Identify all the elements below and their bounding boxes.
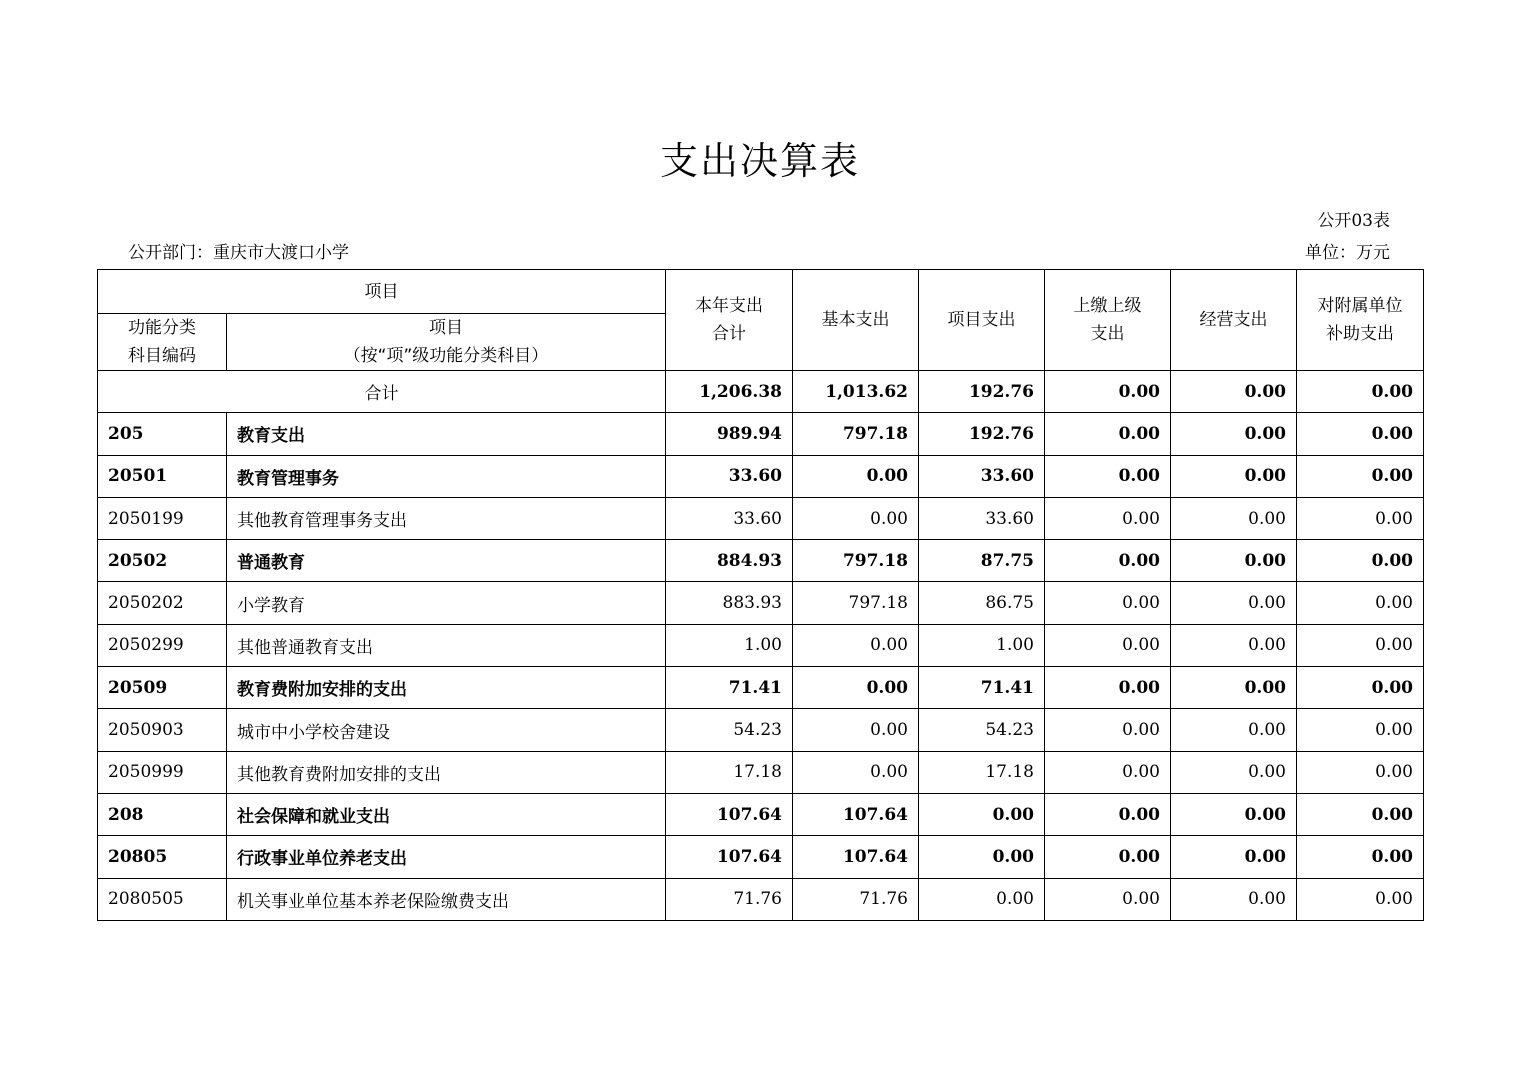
header-operating: 经营支出 — [1171, 270, 1297, 371]
cell-value: 0.00 — [919, 836, 1045, 878]
cell-value: 797.18 — [793, 540, 919, 582]
cell-value: 0.00 — [1045, 751, 1171, 793]
cell-value: 797.18 — [793, 413, 919, 455]
cell-value: 107.64 — [793, 793, 919, 835]
total-row — [98, 371, 1424, 413]
cell-value: 192.76 — [919, 371, 1045, 413]
cell-value: 0.00 — [1171, 624, 1297, 666]
cell-value: 107.64 — [793, 836, 919, 878]
cell-name: 教育管理事务 — [227, 455, 666, 497]
cell-value: 0.00 — [1171, 371, 1297, 413]
total-label: 合计 — [98, 371, 666, 413]
cell-value: 33.60 — [919, 455, 1045, 497]
cell-value: 0.00 — [793, 455, 919, 497]
page-title: 支出决算表 — [659, 139, 860, 183]
cell-value: 0.00 — [1171, 540, 1297, 582]
cell-name: 教育支出 — [227, 413, 666, 455]
cell-value: 0.00 — [1297, 497, 1424, 539]
cell-value: 0.00 — [1171, 667, 1297, 709]
cell-name: 机关事业单位基本养老保险缴费支出 — [227, 878, 666, 920]
cell-code: 2050903 — [98, 709, 227, 751]
cell-value: 0.00 — [1171, 497, 1297, 539]
cell-value: 71.76 — [793, 878, 919, 920]
cell-value: 0.00 — [1045, 497, 1171, 539]
cell-value: 0.00 — [1297, 582, 1424, 624]
cell-value: 0.00 — [1297, 878, 1424, 920]
cell-value: 87.75 — [919, 540, 1045, 582]
cell-value: 0.00 — [1297, 667, 1424, 709]
cell-value: 0.00 — [793, 709, 919, 751]
cell-value: 0.00 — [1297, 371, 1424, 413]
cell-value: 33.60 — [666, 455, 793, 497]
table-row — [98, 582, 1424, 624]
table-row — [98, 667, 1424, 709]
cell-value: 0.00 — [793, 667, 919, 709]
cell-value: 107.64 — [666, 836, 793, 878]
unit-label: 单位：万元 — [1305, 243, 1390, 263]
cell-value: 0.00 — [1171, 455, 1297, 497]
cell-value: 0.00 — [1171, 793, 1297, 835]
cell-value: 0.00 — [1045, 582, 1171, 624]
table-row — [98, 624, 1424, 666]
cell-value: 989.94 — [666, 413, 793, 455]
cell-value: 0.00 — [1297, 751, 1424, 793]
cell-code: 20509 — [98, 667, 227, 709]
cell-value: 883.93 — [666, 582, 793, 624]
cell-code: 2050299 — [98, 624, 227, 666]
cell-code: 2050202 — [98, 582, 227, 624]
cell-value: 0.00 — [1297, 624, 1424, 666]
cell-value: 107.64 — [666, 793, 793, 835]
cell-value: 0.00 — [1297, 793, 1424, 835]
header-item: 项目 （按“项”级功能分类科目） — [227, 314, 666, 371]
cell-value: 0.00 — [1297, 836, 1424, 878]
cell-value: 0.00 — [1045, 540, 1171, 582]
cell-code: 2050199 — [98, 497, 227, 539]
header-project-exp: 项目支出 — [919, 270, 1045, 371]
table-row — [98, 455, 1424, 497]
table-row — [98, 751, 1424, 793]
cell-value: 0.00 — [1171, 709, 1297, 751]
cell-name: 其他教育管理事务支出 — [227, 497, 666, 539]
cell-value: 884.93 — [666, 540, 793, 582]
cell-value: 17.18 — [919, 751, 1045, 793]
header-remit: 上缴上级 支出 — [1045, 270, 1171, 371]
cell-value: 33.60 — [666, 497, 793, 539]
cell-value: 1.00 — [666, 624, 793, 666]
cell-name: 其他普通教育支出 — [227, 624, 666, 666]
cell-value: 54.23 — [666, 709, 793, 751]
cell-value: 54.23 — [919, 709, 1045, 751]
table-row — [98, 793, 1424, 835]
cell-value: 0.00 — [919, 793, 1045, 835]
cell-value: 0.00 — [793, 624, 919, 666]
cell-value: 0.00 — [793, 751, 919, 793]
cell-value: 0.00 — [1045, 624, 1171, 666]
cell-value: 1,013.62 — [793, 371, 919, 413]
cell-value: 0.00 — [1045, 793, 1171, 835]
cell-value: 17.18 — [666, 751, 793, 793]
header-basic: 基本支出 — [793, 270, 919, 371]
cell-name: 城市中小学校舍建设 — [227, 709, 666, 751]
cell-name: 其他教育费附加安排的支出 — [227, 751, 666, 793]
cell-name: 社会保障和就业支出 — [227, 793, 666, 835]
cell-name: 小学教育 — [227, 582, 666, 624]
cell-value: 0.00 — [1297, 455, 1424, 497]
cell-code: 20502 — [98, 540, 227, 582]
cell-value: 0.00 — [1171, 582, 1297, 624]
expenditure-table — [97, 269, 1424, 921]
cell-value: 192.76 — [919, 413, 1045, 455]
cell-value: 0.00 — [1297, 540, 1424, 582]
cell-value: 0.00 — [1045, 709, 1171, 751]
table-row — [98, 540, 1424, 582]
cell-value: 0.00 — [919, 878, 1045, 920]
table-row — [98, 709, 1424, 751]
cell-name: 教育费附加安排的支出 — [227, 667, 666, 709]
form-number: 公开03表 — [1317, 211, 1390, 231]
cell-value: 0.00 — [1045, 667, 1171, 709]
cell-value: 0.00 — [1171, 878, 1297, 920]
cell-value: 797.18 — [793, 582, 919, 624]
cell-value: 0.00 — [1045, 836, 1171, 878]
cell-value: 0.00 — [1171, 413, 1297, 455]
table-row — [98, 413, 1424, 455]
cell-value: 0.00 — [1045, 455, 1171, 497]
department-label: 公开部门：重庆市大渡口小学 — [128, 243, 349, 263]
cell-value: 1.00 — [919, 624, 1045, 666]
cell-value: 1,206.38 — [666, 371, 793, 413]
cell-name: 普通教育 — [227, 540, 666, 582]
header-subsidy: 对附属单位 补助支出 — [1297, 270, 1424, 371]
cell-value: 71.76 — [666, 878, 793, 920]
table-row — [98, 497, 1424, 539]
cell-value: 0.00 — [1171, 751, 1297, 793]
cell-value: 33.60 — [919, 497, 1045, 539]
cell-value: 0.00 — [1045, 878, 1171, 920]
cell-name: 行政事业单位养老支出 — [227, 836, 666, 878]
cell-value: 86.75 — [919, 582, 1045, 624]
cell-value: 0.00 — [1297, 709, 1424, 751]
cell-code: 2080505 — [98, 878, 227, 920]
header-total: 本年支出 合计 — [666, 270, 793, 371]
cell-value: 0.00 — [1297, 413, 1424, 455]
cell-value: 0.00 — [1045, 413, 1171, 455]
cell-code: 205 — [98, 413, 227, 455]
cell-code: 20805 — [98, 836, 227, 878]
cell-value: 0.00 — [1171, 836, 1297, 878]
header-func-code: 功能分类 科目编码 — [98, 314, 227, 371]
cell-value: 71.41 — [919, 667, 1045, 709]
table-row — [98, 878, 1424, 920]
cell-value: 0.00 — [1045, 371, 1171, 413]
table-row — [98, 836, 1424, 878]
cell-value: 0.00 — [793, 497, 919, 539]
header-project: 项目 — [98, 270, 666, 314]
cell-code: 20501 — [98, 455, 227, 497]
cell-value: 71.41 — [666, 667, 793, 709]
cell-code: 208 — [98, 793, 227, 835]
cell-code: 2050999 — [98, 751, 227, 793]
